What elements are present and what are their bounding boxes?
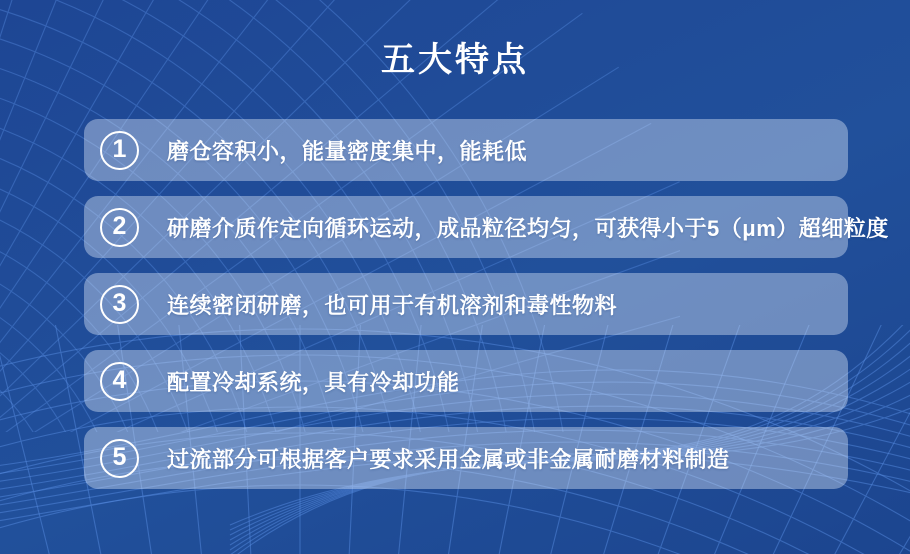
page-title: 五大特点 — [381, 41, 529, 79]
feature-number: 2 — [112, 211, 127, 240]
feature-number: 1 — [112, 134, 127, 163]
feature-number-badge — [100, 439, 139, 478]
feature-number-badge — [100, 131, 139, 170]
feature-item-1 — [84, 119, 848, 181]
feature-number-badge — [100, 208, 139, 247]
feature-list — [84, 119, 889, 489]
feature-item-3 — [84, 273, 848, 335]
feature-number-badge — [100, 362, 139, 401]
feature-text: 磨仓容积小，能量密度集中，能耗低 — [167, 138, 528, 164]
feature-text: 配置冷却系统，具有冷却功能 — [167, 369, 460, 395]
feature-number: 4 — [112, 365, 127, 394]
feature-text: 连续密闭研磨，也可用于有机溶剂和毒性物料 — [167, 292, 618, 318]
feature-number: 3 — [112, 288, 127, 317]
feature-number-badge — [100, 285, 139, 324]
feature-number: 5 — [112, 442, 127, 471]
feature-item-5 — [84, 427, 848, 489]
feature-text: 研磨介质作定向循环运动，成品粒径均匀，可获得小于5（μm）超细粒度 — [167, 215, 889, 241]
feature-item-4 — [84, 350, 848, 412]
feature-item-2 — [84, 196, 889, 258]
feature-text: 过流部分可根据客户要求采用金属或非金属耐磨材料制造 — [167, 446, 730, 472]
